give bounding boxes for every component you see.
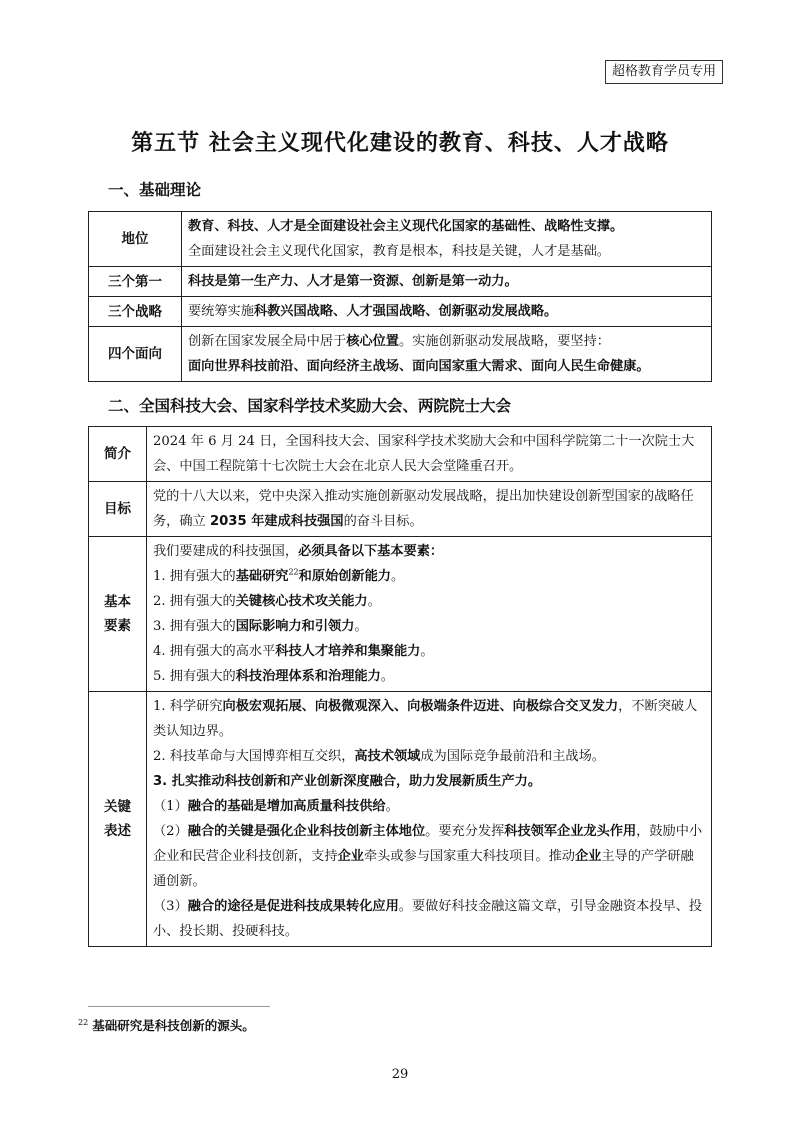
body-text: 主导的产学研融通创新。 (153, 849, 694, 889)
content-paragraph (153, 429, 705, 479)
footnote (78, 1016, 255, 1034)
body-text: （2） (153, 824, 188, 839)
content-line (188, 329, 705, 354)
row-content (182, 327, 712, 382)
emphasis-text: 科技领军企业龙头作用 (504, 824, 637, 839)
emphasis-text: 科技人才培养和集聚能力 (275, 644, 421, 659)
body-text: 。 (420, 644, 434, 659)
content-paragraph (153, 639, 705, 664)
body-text: 。 (385, 799, 399, 814)
body-text: 2024 年 6 月 24 日，全国科技大会、国家科学技术奖励大会和中国科学院第二十一次院士大会、中国工程院第十七次院士大会在北京人民大会堂隆重召开。 (153, 434, 695, 474)
body-text: （3） (153, 899, 188, 914)
content-paragraph (153, 819, 705, 894)
content-paragraph (153, 769, 705, 794)
emphasis-text: 融合的关键是强化企业科技创新主体地位 (187, 824, 426, 839)
row-label (89, 537, 147, 692)
row-content (182, 267, 712, 297)
body-text: 。实施创新驱动发展战略，要坚持： (399, 334, 610, 349)
content-paragraph (153, 614, 705, 639)
row-content (182, 297, 712, 327)
row-label (89, 692, 147, 947)
content-paragraph (153, 744, 705, 769)
table-row (89, 267, 712, 297)
row-content (147, 692, 712, 947)
body-text: 2. 科技革命与大国博弈相互交织， (153, 749, 355, 764)
row-label-line: 基本 (104, 594, 131, 610)
body-text: ，鼓励中小企业和民营企业科技创新，支持 (153, 824, 703, 864)
table-row (89, 427, 712, 482)
row-label-line: 关键 (104, 799, 131, 815)
body-text: 。 (380, 669, 394, 684)
content-paragraph (153, 589, 705, 614)
row-label-line: 简介 (104, 446, 131, 462)
basic-theory-table (88, 211, 712, 382)
content-line (188, 299, 705, 324)
body-text: 3. 拥有强大的 (153, 619, 236, 634)
emphasis-text: 科技治理体系和治理能力 (235, 669, 381, 684)
body-text: 的奋斗目标。 (343, 514, 423, 529)
content-paragraph (153, 894, 705, 944)
body-text: 。 (390, 569, 405, 584)
body-text: 2. 拥有强大的 (153, 594, 236, 609)
body-text: 党的十八大以来，党中央深入推动实施创新驱动发展战略，提出加快建设创新型国家的战略任务，确立 (153, 489, 694, 529)
content-line (188, 214, 705, 239)
table-row (89, 482, 712, 537)
table-row (89, 692, 712, 947)
emphasis-text: 基础研究 (235, 569, 289, 584)
conference-table (88, 426, 712, 947)
footnote-number: 22 (78, 1017, 89, 1027)
row-content (182, 212, 712, 267)
row-label-line: 表述 (104, 823, 131, 839)
content-line (188, 269, 705, 294)
content-paragraph (153, 484, 705, 534)
emphasis-text: 关键核心技术攻关能力 (235, 594, 368, 609)
body-text: 牵头或参与国家重大科技项目。推动 (364, 849, 575, 864)
body-text: 。要充分发挥 (425, 824, 505, 839)
emphasis-text: 国际影响力和引领力 (235, 619, 355, 634)
row-label-line: 目标 (104, 501, 131, 517)
footnote-text: 基础研究是科技创新的源头。 (92, 1018, 255, 1033)
emphasis-text: 2035 年建成科技强国 (209, 514, 344, 529)
emphasis-text: 企业 (575, 849, 602, 864)
content-paragraph (153, 794, 705, 819)
table-row (89, 297, 712, 327)
emphasis-text: 科技是第一生产力、人才是第一资源、创新是第一动力。 (188, 274, 518, 289)
table-row (89, 212, 712, 267)
usage-stamp: 超格教育学员专用 (605, 60, 723, 84)
emphasis-text: 和原始创新能力 (298, 569, 391, 584)
row-label: 地位 (89, 212, 182, 267)
footnote-divider (88, 1006, 270, 1007)
emphasis-text: 高技术领域 (354, 749, 421, 764)
table-row (89, 327, 712, 382)
row-content (147, 537, 712, 692)
emphasis-text: 融合的途径是促进科技成果转化应用 (187, 899, 399, 914)
row-label: 三个战略 (89, 297, 182, 327)
emphasis-text: 面向世界科技前沿、面向经济主战场、面向国家重大需求、面向人民生命健康。 (188, 359, 650, 374)
emphasis-text: 必须具备以下基本要素： (298, 544, 444, 559)
body-text: 1. 拥有强大的 (153, 569, 236, 584)
content-line (188, 354, 705, 379)
emphasis-text: 3. 扎实推动科技创新和产业创新深度融合，助力发展新质生产力。 (153, 774, 542, 789)
row-label (89, 482, 147, 537)
table-row (89, 537, 712, 692)
emphasis-text: 科教兴国战略、人才强国战略、创新驱动发展战略。 (253, 304, 558, 319)
emphasis-text: 教育、科技、人才是全面建设社会主义现代化国家的基础性、战略性支撑。 (188, 219, 624, 234)
row-label: 三个第一 (89, 267, 182, 297)
body-text: ，不断突破人类认知边界。 (153, 699, 698, 739)
content-line (188, 239, 705, 264)
body-text: 5. 拥有强大的 (153, 669, 236, 684)
emphasis-text: 融合的基础是增加高质量科技供给 (187, 799, 386, 814)
body-text: （1） (153, 799, 188, 814)
body-text: 4. 拥有强大的高水平 (153, 644, 276, 659)
emphasis-text: 核心位置 (346, 334, 399, 349)
content-paragraph (153, 539, 705, 564)
body-text: 成为国际竞争最前沿和主战场。 (420, 749, 605, 764)
section-heading-conference: 二、全国科技大会、国家科学技术奖励大会、两院院士大会 (108, 397, 512, 415)
body-text: 创新在国家发展全局中居于 (188, 334, 347, 349)
body-text: 。 (367, 594, 381, 609)
body-text: 1. 科学研究 (153, 699, 223, 714)
row-content (147, 482, 712, 537)
emphasis-text: 企业 (337, 849, 364, 864)
content-paragraph (153, 694, 705, 744)
emphasis-text: 向极宏观拓展、向极微观深入、向极端条件迈进、向极综合交叉发力 (222, 699, 619, 714)
body-text: 全面建设社会主义现代化国家，教育是根本，科技是关键，人才是基础。 (188, 244, 610, 259)
page-title: 第五节 社会主义现代化建设的教育、科技、人才战略 (131, 131, 669, 156)
content-paragraph (153, 564, 705, 589)
footnote-ref: 22 (288, 567, 299, 577)
body-text: 我们要建成的科技强国， (153, 544, 299, 559)
row-label (89, 427, 147, 482)
row-content (147, 427, 712, 482)
row-label: 四个面向 (89, 327, 182, 382)
body-text: 。要做好科技金融这篇文章，引导金融资本投早、投小、投长期、投硬科技。 (153, 899, 703, 939)
section-heading-basic-theory: 一、基础理论 (108, 181, 202, 199)
body-text: 要统筹实施 (188, 304, 254, 319)
row-label-line: 要素 (104, 618, 131, 634)
page-number: 29 (391, 1067, 409, 1082)
content-paragraph (153, 664, 705, 689)
body-text: 。 (354, 619, 368, 634)
